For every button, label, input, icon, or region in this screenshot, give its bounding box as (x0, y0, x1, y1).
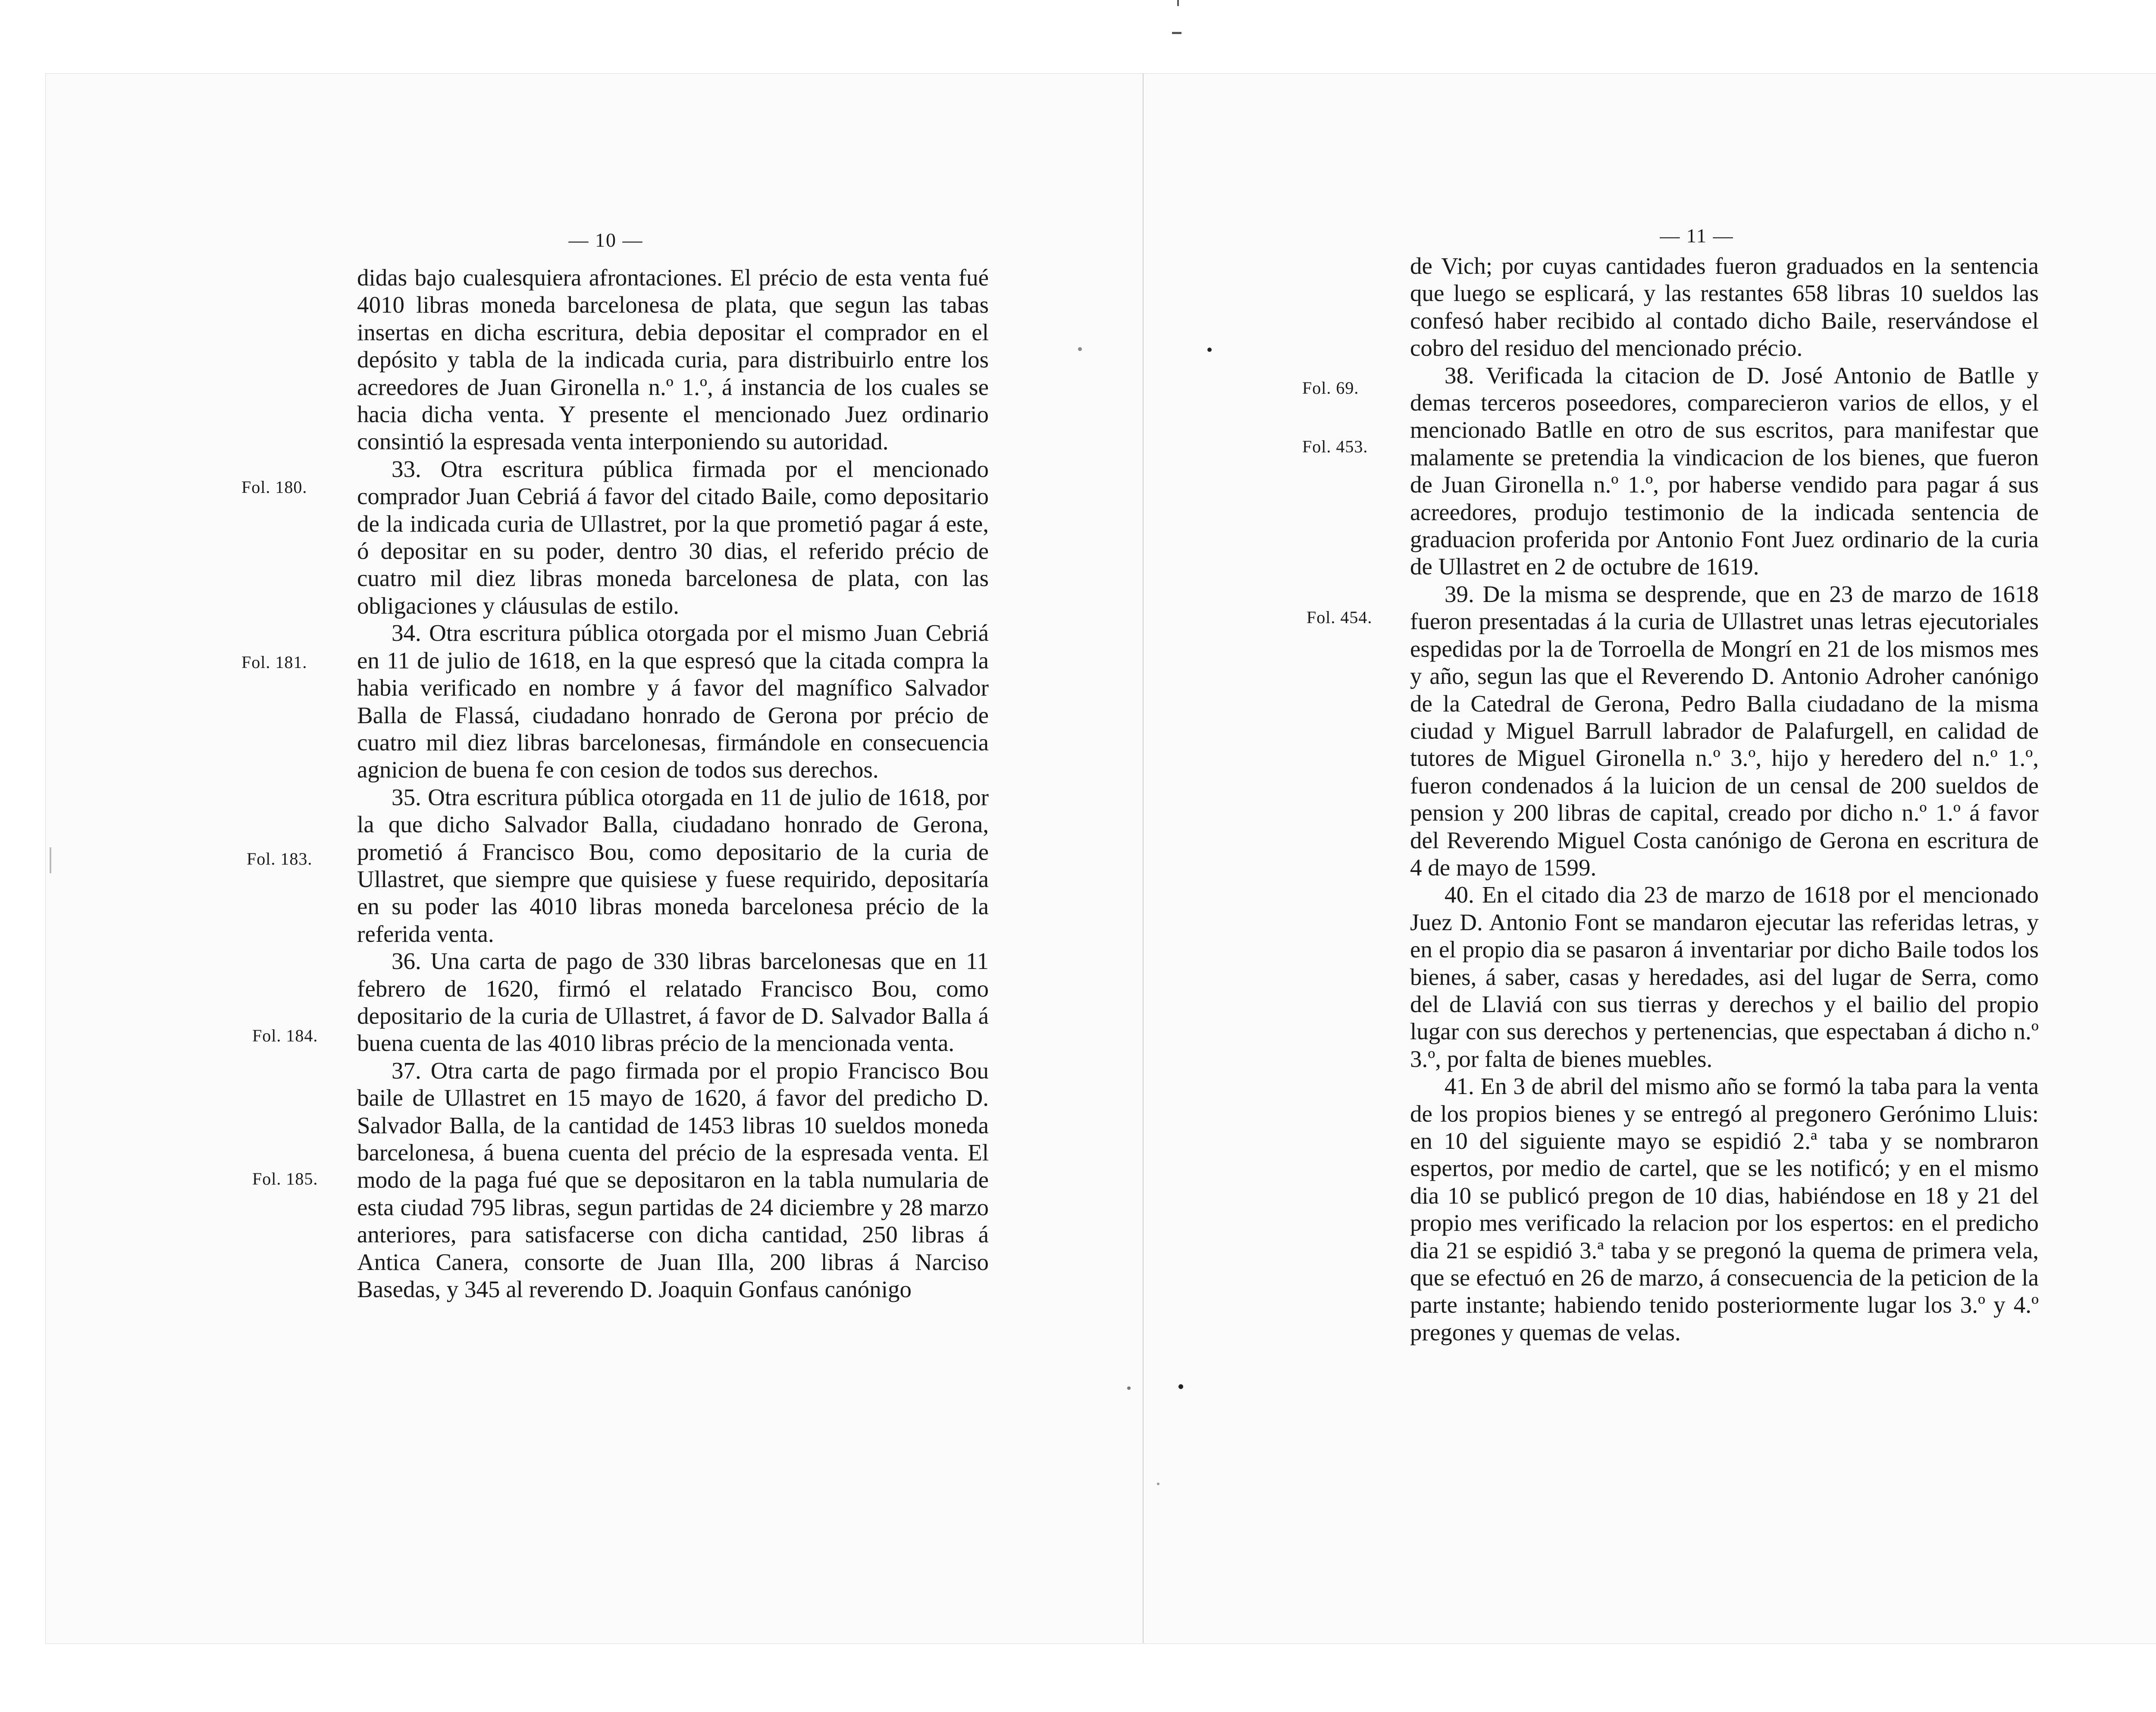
paragraph: 39. De la misma se desprende, que en 23 de marzo de 1618 fueron presentadas á la curia de Ullastret unas letras ejecutoriales espedidas por la de Torroella de Mongrí en 21 de los mismos mes y año, segun las que el Reverendo D. Antonio Adroher canónigo de la Catedral de Gerona, Pedro Balla ciudadano de la misma ciudad y Miguel Barrull labrador de Palafurgell, en calidad de tutores de Miguel Gironella n.º 3.º, hijo y heredero del n.º 1.º, fueron condenados á la luicion de un censal de 200 sueldos de pension y 200 libras de capital, creado por dicho n.º 1.º á favor del Reverendo Miguel Costa canónigo de Gerona en escritura de 4 de mayo de 1599. (1410, 580, 2039, 881)
paragraph: 34. Otra escritura pública otorgada por el mismo Juan Cebriá en 11 de julio de 1618, en la que espresó que la citada compra la habia verificado en nombre y á favor del magnífico Salvador Balla de Flassá, ciudadano honrado de Gerona por précio de cuatro mil diez libras barcelonesas, firmándole en consecuencia agnicion de buena fe con cesion de todos sus derechos. (357, 620, 989, 783)
dust-speck (1178, 1384, 1183, 1389)
scan-mark (1172, 32, 1181, 34)
paragraph: 38. Verificada la citacion de D. José Antonio de Batlle y demas terceros poseedores, comparecieron varios de ellos, y el mencionado Batlle en otro de sus escritos, para manifestar que malamente se pretendia la vindicacion de los bienes, que fueron de Juan Gironella n.º 1.º, por haberse vendido para pagar á sus acreedores, produjo testimonio de la indicada sentencia de graduacion proferida por Antonio Font Juez ordinario de la curia de Ullastret en 2 de octubre de 1619. (1410, 362, 2039, 580)
margin-ref: Fol. 185. (252, 1169, 318, 1188)
paragraph: 40. En el citado dia 23 de marzo de 1618 por el mencionado Juez D. Antonio Font se mandaron ejecutar las referidas letras, y en el propio dia se pasaron á inventariar por dicho Baile todos los bienes, á saber, casas y heredades, asi del lugar de Serra, como del de Llaviá con sus tierras y derechos y el bailio del propio lugar con sus derechos y pertenencias, que espectaban á dicho n.º 3.º, por falta de bienes muebles. (1410, 881, 2039, 1072)
paragraph: de Vich; por cuyas cantidades fueron graduados en la sentencia que luego se esplicará, y las restantes 658 libras 10 sueldos las confesó haber recibido al contado dicho Baile, reservándose el cobro del residuo del mencionado précio. (1410, 253, 2039, 361)
margin-ref: Fol. 454. (1307, 608, 1373, 627)
dust-speck (1207, 348, 1212, 352)
scan-mark (50, 847, 51, 873)
page-fold (1143, 73, 1144, 1643)
dust-speck (1127, 1386, 1131, 1390)
paragraph: 36. Una carta de pago de 330 libras barcelonesas que en 11 febrero de 1620, firmó el relatado Francisco Bou, como depositario de la curia de Ullastret, á favor de D. Salvador Balla á buena cuenta de las 4010 libras précio de la mencionada venta. (357, 948, 989, 1057)
right-page-number: — 11 — (1660, 225, 1734, 247)
left-page-text (357, 264, 989, 1303)
dust-speck (1157, 1483, 1159, 1485)
margin-ref: Fol. 181. (241, 652, 307, 672)
dust-speck (1078, 347, 1082, 351)
paragraph: 33. Otra escritura pública firmada por el mencionado comprador Juan Cebriá á favor del citado Baile, como depositario de la indicada curia de Ullastret, por la que prometió pagar á este, ó depositar en su poder, dentro 30 dias, el referido précio de cuatro mil diez libras moneda barcelonesa de plata, con las obligaciones y cláusulas de estilo. (357, 455, 989, 619)
paragraph: 41. En 3 de abril del mismo año se formó la taba para la venta de los propios bienes y se entregó al pregonero Gerónimo Lluis: en 10 del siguiente mayo se espidió 2.ª taba y se nombraron espertos, por medio de cartel, que se les notificó; y en el mismo dia 10 se publicó pregon de 10 dias, habiéndose en 18 y 21 del propio mes verificado la relacion por los espertos: en el predicho dia 21 se espidió 3.ª taba y se pregonó la quema de primera vela, que se efectuó en 26 de marzo, á consecuencia de la peticion de la parte instante; habiendo tenido posteriormente lugar los 3.º y 4.º pregones y quemas de velas. (1410, 1073, 2039, 1345)
paragraph: 35. Otra escritura pública otorgada en 11 de julio de 1618, por la que dicho Salvador Balla, ciudadano honrado de Gerona, prometió á Francisco Bou, como depositario de la curia de Ullastret, que siempre que quisiese y fuese requirido, depositaría en su poder las 4010 libras moneda barcelonesa précio de la referida venta. (357, 784, 989, 947)
margin-ref: Fol. 183. (247, 849, 313, 869)
margin-ref: Fol. 184. (252, 1026, 318, 1045)
margin-ref: Fol. 180. (241, 477, 307, 497)
right-page-text (1410, 252, 2039, 1346)
margin-ref: Fol. 69. (1302, 378, 1359, 398)
scan-mark (1177, 0, 1179, 6)
margin-ref: Fol. 453. (1302, 437, 1368, 456)
paragraph: didas bajo cualesquiera afrontaciones. El précio de esta venta fué 4010 libras moneda barcelonesa de plata, que segun las tabas insertas en dicha escritura, debia depositar el comprador en el depósito y tabla de la indicada curia, para distribuirlo entre los acreedores de Juan Gironella n.º 1.º, á instancia de los cuales se hacia dicha venta. Y presente el mencionado Juez ordinario consintió la espresada venta interponiendo su autoridad. (357, 264, 989, 455)
paragraph: 37. Otra carta de pago firmada por el propio Francisco Bou baile de Ullastret en 15 mayo de 1620, á favor del predicho D. Salvador Balla, de la cantidad de 1453 libras 10 sueldos moneda barcelonesa, á buena cuenta del précio de la espresada venta. El modo de la paga fué que se depositaron en la tabla numularia de esta ciudad 795 libras, segun partidas de 24 diciembre y 28 marzo anteriores, para satisfacerse con dicha cantidad, 250 libras á Antica Canera, consorte de Juan Illa, 200 libras á Narciso Basedas, y 345 al reverendo D. Joaquin Gonfaus canónigo (357, 1057, 989, 1303)
left-page-number: — 10 — (568, 229, 643, 251)
